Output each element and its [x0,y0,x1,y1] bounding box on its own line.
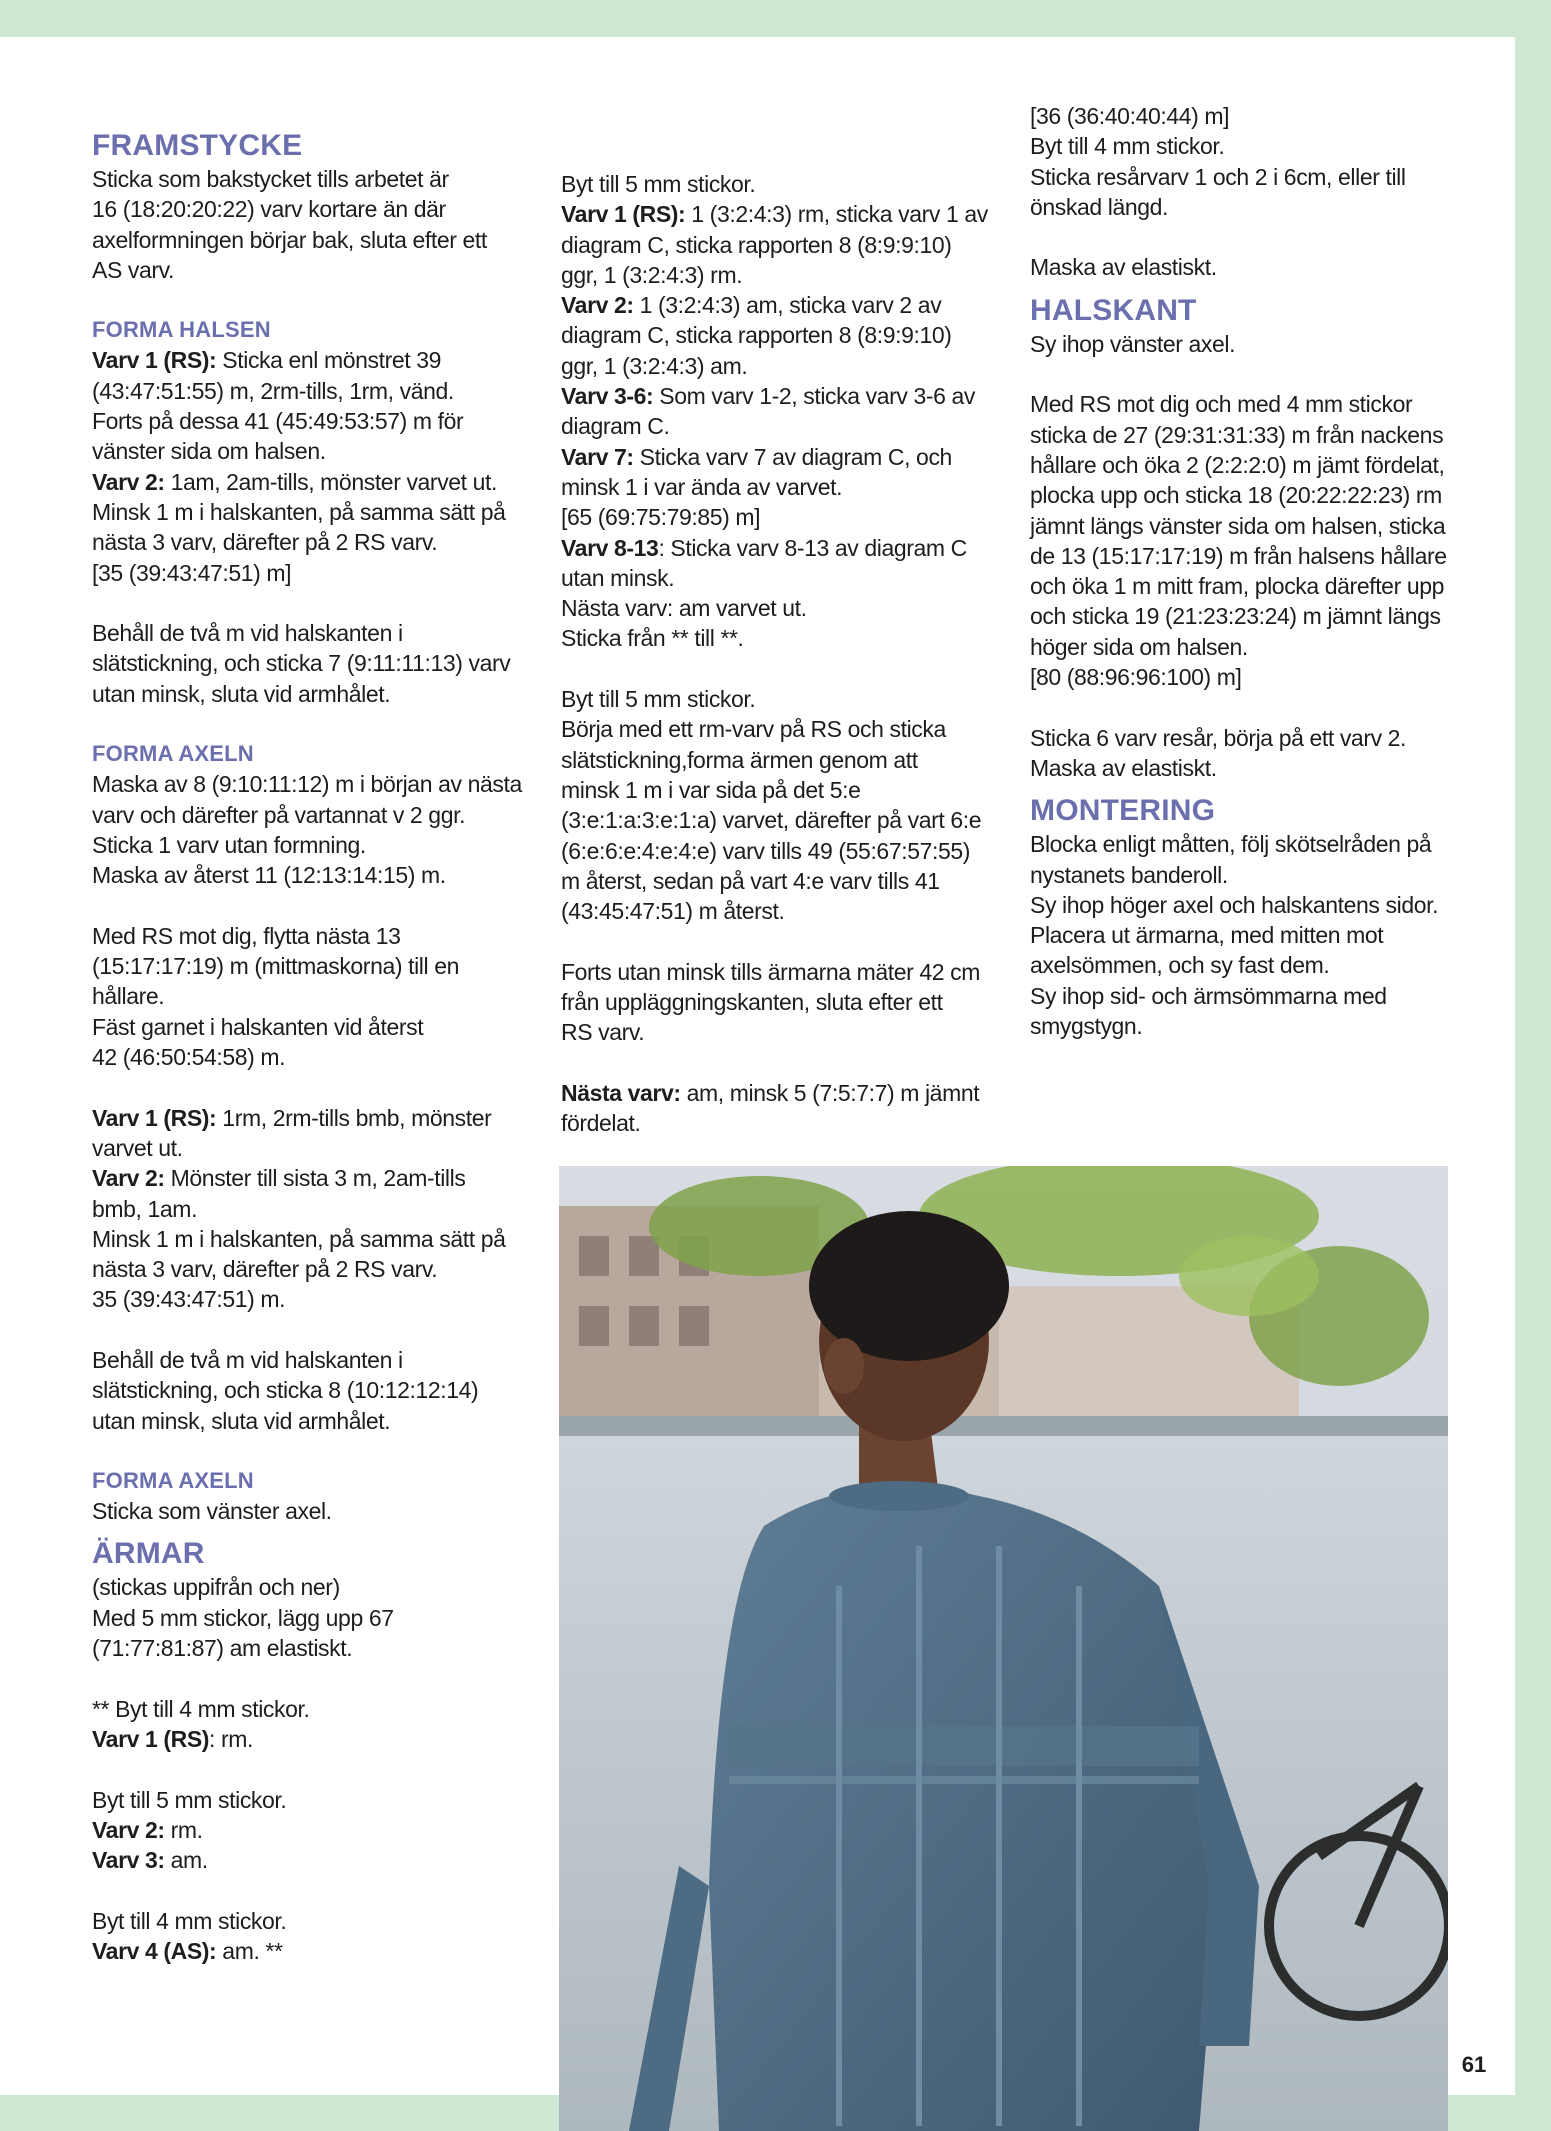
text-line: Byt till 5 mm stickor. [561,171,756,197]
text-line: Med 5 mm stickor, lägg upp 67 [92,1604,394,1631]
text-line: slätstickning, och sticka 7 (9:11:11:13) varv [92,650,511,677]
text-line: och öka 1 m mitt fram, plocka därefter upp [1030,573,1445,600]
text-line: utan minsk. [561,564,675,591]
text-line: Fäst garnet i halskanten vid återst [92,1013,424,1040]
text-line: Sy ihop sid- och ärmsömmarna med [1030,982,1387,1009]
text-line: Varv 1 (RS): 1rm, 2rm-tills bmb, mönster [92,1104,492,1131]
text-line: (6:e:6:e:4:e:4:e) varv tills 49 (55:67:57:55) [561,837,971,864]
text-line: Byt till 5 mm stickor. [561,686,756,713]
halskant-heading: HALSKANT [1030,293,1197,327]
text-line: ggr, 1 (3:2:4:3) rm. [561,261,743,288]
text-line: bmb, 1am. [92,1195,198,1222]
text-line: Minsk 1 m i halskanten, på samma sätt på [92,1225,506,1252]
text-line: Varv 1 (RS): rm. [92,1725,254,1752]
text-line: slätstickning,forma ärmen genom att [561,746,918,773]
text-line: 42 (46:50:54:58) m. [92,1044,286,1071]
text-line: Forts utan minsk tills ärmarna mäter 42 cm [561,958,981,985]
text-line: Varv 3-6: Som varv 1-2, sticka varv 3-6 av [561,383,975,410]
text-line: Sticka från ** till **. [561,625,744,652]
text-line: Forts på dessa 41 (45:49:53:57) m för [92,408,464,435]
text-line: hållare och öka 2 (2:2:2:0) m jämt fördelat, [1030,451,1445,478]
text-line: Sticka som vänster axel. [92,1498,332,1525]
page-number: 61 [1461,2052,1487,2077]
text-line: axelsömmen, och sy fast dem. [1030,952,1330,979]
forma-axeln-heading: FORMA AXELN [92,741,254,767]
text-line: Blocka enligt måtten, följ skötselråden på [1030,831,1432,858]
text-line: minsk 1 i var ända av varvet. [561,473,843,500]
text-line: diagram C, sticka rapporten 8 (8:9:9:10) [561,322,952,349]
text-line: (15:17:17:19) m (mittmaskorna) till en [92,953,459,980]
text-line: varvet ut. [92,1134,183,1161]
text-line: och sticka 19 (21:23:23:24) m jämnt längs [1030,603,1441,630]
text-line: RS varv. [561,1019,645,1046]
text-line: diagram C, sticka rapporten 8 (8:9:9:10) [561,231,952,258]
text-line: Maska av elastiskt. [1030,754,1217,781]
armar-heading: ÄRMAR [92,1537,205,1571]
text-line: axelformningen börjar bak, sluta efter ett [92,226,487,253]
text-line: Byt till 5 mm stickor. [92,1786,287,1813]
text-line: nästa 3 varv, därefter på 2 RS varv. [92,1256,438,1283]
text-line: Varv 7: Sticka varv 7 av diagram C, och [561,443,952,470]
text-line: utan minsk, sluta vid armhålet. [92,1407,391,1434]
text-line: smygstygn. [1030,1013,1143,1040]
text-line: önskad längd. [1030,193,1169,220]
text-line: Nästa varv: am, minsk 5 (7:5:7:7) m jämnt [561,1079,980,1106]
text-line: Varv 2: Mönster till sista 3 m, 2am-tills [92,1165,466,1192]
text-line: från uppläggningskanten, sluta efter ett [561,989,943,1016]
text-line: m återst, sedan på vart 4:e varv tills 41 [561,867,940,894]
forma-halsen-heading: FORMA HALSEN [92,317,271,343]
text-line: Sticka resårvarv 1 och 2 i 6cm, eller till [1030,163,1406,190]
text-line: ** Byt till 4 mm stickor. [92,1695,310,1722]
text-line: Varv 3: am. [92,1847,208,1874]
text-line: Minsk 1 m i halskanten, på samma sätt på [92,498,506,525]
text-line: 35 (39:43:47:51) m. [92,1286,286,1313]
text-line: (3:e:1:a:3:e:1:a) varvet, därefter på vart 6:e [561,807,982,834]
text-line: Varv 1 (RS): Sticka enl mönstret 39 [92,347,442,374]
text-line: slätstickning, och sticka 8 (10:12:12:14) [92,1377,479,1404]
text-line: plocka upp och sticka 18 (20:22:22:23) rm [1030,482,1442,509]
text-line: Behåll de två m vid halskanten i [92,620,403,647]
text-line: (43:45:47:51) m återst. [561,898,785,925]
sweater-photo [559,1166,1448,2131]
text-line: Varv 4 (AS): am. ** [92,1938,283,1965]
text-line: Placera ut ärmarna, med mitten mot [1030,922,1384,949]
text-line: Sticka som bakstycket tills arbetet är [92,166,449,192]
text-line: ggr, 1 (3:2:4:3) am. [561,352,748,379]
text-line: AS varv. [92,256,175,283]
text-line: Nästa varv: am varvet ut. [561,595,807,622]
text-line: minsk 1 m i var sida på det 5:e [561,776,861,803]
column-3 [1030,101,1470,1041]
text-line: Maska av 8 (9:10:11:12) m i början av nästa [92,771,522,798]
montering-heading: MONTERING [1030,794,1216,828]
text-line: Med RS mot dig och med 4 mm stickor [1030,391,1413,418]
text-line: Behåll de två m vid halskanten i [92,1346,403,1373]
text-line: diagram C. [561,413,670,440]
text-line: Sy ihop vänster axel. [1030,330,1236,357]
text-line: [65 (69:75:79:85) m] [561,504,761,531]
text-line: nystanets banderoll. [1030,861,1228,888]
text-line: höger sida om halsen. [1030,633,1248,660]
forma-axeln-heading-2: FORMA AXELN [92,1468,254,1494]
text-line: [35 (39:43:47:51) m] [92,559,292,586]
text-line: Sticka 1 varv utan formning. [92,831,366,858]
text-line: Varv 8-13: Sticka varv 8-13 av diagram C [561,534,967,561]
text-line: [36 (36:40:40:44) m] [1030,103,1230,129]
text-line: [80 (88:96:96:100) m] [1030,664,1242,691]
text-line: varv och därefter på vartannat v 2 ggr. [92,801,466,828]
text-line: Sticka 6 varv resår, börja på ett varv 2. [1030,724,1407,751]
text-line: (43:47:51:55) m, 2rm-tills, 1rm, vänd. [92,377,454,404]
text-line: utan minsk, sluta vid armhålet. [92,680,391,707]
text-line: hållare. [92,983,165,1010]
text-line: vänster sida om halsen. [92,438,326,465]
text-line: Maska av elastiskt. [1030,254,1217,281]
column-2 [561,133,1001,1139]
column-1 [92,128,522,1966]
text-line: (stickas uppifrån och ner) [92,1574,340,1601]
text-line: 16 (18:20:20:22) varv kortare än där [92,196,446,223]
text-line: Varv 1 (RS): 1 (3:2:4:3) rm, sticka varv 1 av [561,201,988,228]
text-line: Börja med ett rm-varv på RS och sticka [561,716,946,743]
text-line: sticka de 27 (29:31:31:33) m från nackens [1030,421,1444,448]
text-line: Byt till 4 mm stickor. [92,1907,287,1934]
text-line: Sy ihop höger axel och halskantens sidor. [1030,891,1439,918]
text-line: Varv 2: rm. [92,1816,203,1843]
text-line: de 13 (15:17:17:19) m från halsens hållare [1030,542,1447,569]
text-line: Byt till 4 mm stickor. [1030,133,1225,160]
text-line: (71:77:81:87) am elastiskt. [92,1635,353,1662]
text-line: Varv 2: 1 (3:2:4:3) am, sticka varv 2 av [561,292,942,319]
text-line: Maska av återst 11 (12:13:14:15) m. [92,862,446,889]
text-line: Varv 2: 1am, 2am-tills, mönster varvet ut. [92,468,498,495]
text-line: nästa 3 varv, därefter på 2 RS varv. [92,529,438,556]
text-line: Med RS mot dig, flytta nästa 13 [92,922,401,949]
text-line: jämnt längs vänster sida om halsen, sticka [1030,512,1446,539]
framstycke-heading: FRAMSTYCKE [92,129,303,162]
text-line: fördelat. [561,1110,641,1137]
